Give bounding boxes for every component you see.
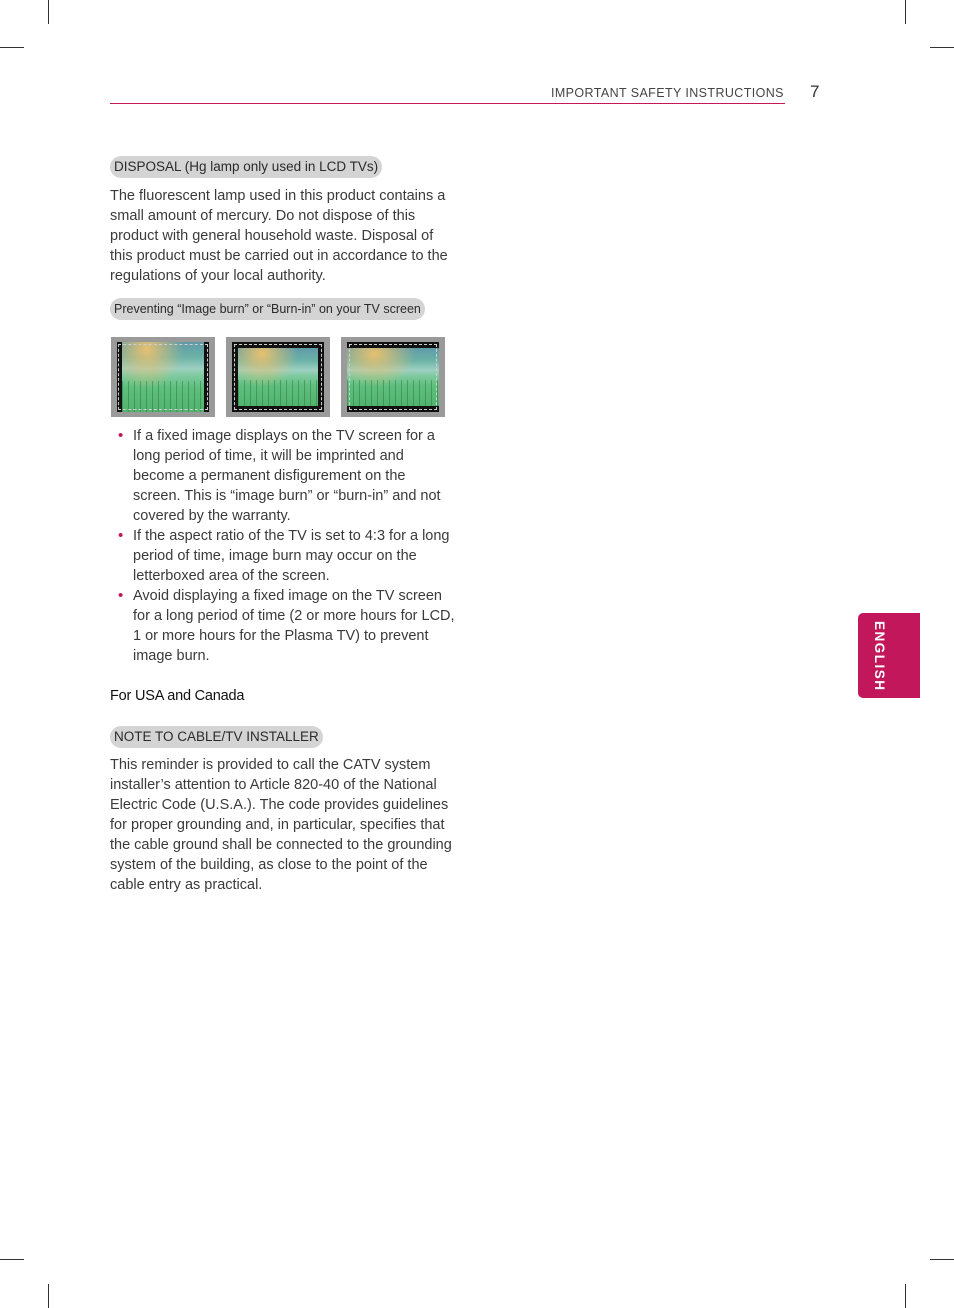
crop-mark (48, 0, 49, 24)
language-tab-label: ENGLISH (872, 621, 887, 692)
disposal-text: The fluorescent lamp used in this product contains a small amount of mercury. Do not dispose of this product with general household waste. Disposal of this product must be carried out in accordance to the regulations of your local authority. (110, 188, 448, 284)
list-item: • Avoid displaying a fixed image on the TV screen for a long period of time (2 or more hours for LCD, 1 or more hours for the Plasma TV) to prevent image burn. (110, 586, 455, 666)
list-item: • If the aspect ratio of the TV is set to 4:3 for a long period of time, image burn may occur on the letterboxed area of the screen. (110, 526, 455, 586)
disposal-label: DISPOSAL (Hg lamp only used in LCD TVs) (110, 156, 382, 178)
crop-mark (48, 1284, 49, 1308)
catv-text: This reminder is provided to call the CATV system installer’s attention to Article 820-40 of the National Electric Code (U.S.A.). The code provides guidelines for proper grounding and, in particular, specifies that the cable ground shall be connected to the grounding system of the building, as close to the point of the cable entry as practical. (110, 757, 452, 893)
crop-mark (0, 47, 24, 48)
tv-screen-image-letterbox (341, 337, 445, 417)
burn-in-bullet-list (110, 426, 455, 666)
crop-mark (905, 1284, 906, 1308)
list-item: • If a fixed image displays on the TV screen for a long period of time, it will be imprinted and become a permanent disfigurement on the screen. This is “image burn” or “burn-in” and not covered by the warranty. (110, 426, 455, 526)
tv-screen-image-pillarbox (111, 337, 215, 417)
running-header: IMPORTANT SAFETY INSTRUCTIONS (551, 86, 784, 100)
region-heading: For USA and Canada (110, 688, 245, 704)
page-number: 7 (810, 82, 820, 101)
crop-mark (930, 47, 954, 48)
catv-label: NOTE TO CABLE/TV INSTALLER (110, 726, 323, 748)
burn-in-label: Preventing “Image burn” or “Burn-in” on your TV screen (110, 298, 425, 320)
language-tab (858, 613, 920, 698)
tv-screen-image-framed (226, 337, 330, 417)
crop-mark (0, 1259, 24, 1260)
crop-mark (930, 1259, 954, 1260)
crop-mark (905, 0, 906, 24)
header-rule (110, 103, 785, 104)
